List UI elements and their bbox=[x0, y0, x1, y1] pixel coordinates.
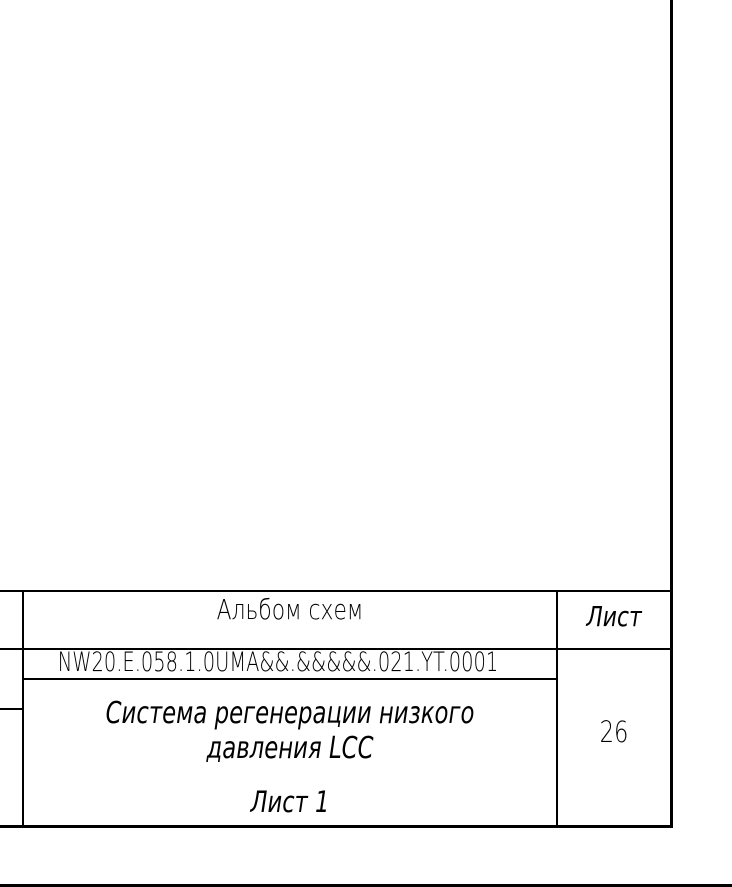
right-column-line bbox=[556, 648, 673, 650]
sheet-number: Лист 1 bbox=[250, 785, 330, 819]
system-name-line-2: давления LCC bbox=[206, 731, 374, 766]
title-block-right-divider bbox=[556, 590, 558, 828]
sheet-total: 26 bbox=[599, 715, 629, 749]
frame-right-border bbox=[670, 0, 673, 828]
left-column-line-1 bbox=[0, 648, 24, 650]
left-column-line-2 bbox=[0, 708, 24, 710]
title-block-top-line bbox=[0, 590, 673, 592]
album-title: Альбом схем bbox=[216, 593, 364, 626]
title-block-bottom-line bbox=[0, 825, 673, 828]
system-name-line-1: Система регенерации низкого bbox=[105, 696, 475, 731]
sheet-label: Лист bbox=[586, 600, 642, 633]
document-code: NW20.E.058.1.0UMA&&.&&&&&.021.YT.0001 bbox=[57, 647, 499, 678]
